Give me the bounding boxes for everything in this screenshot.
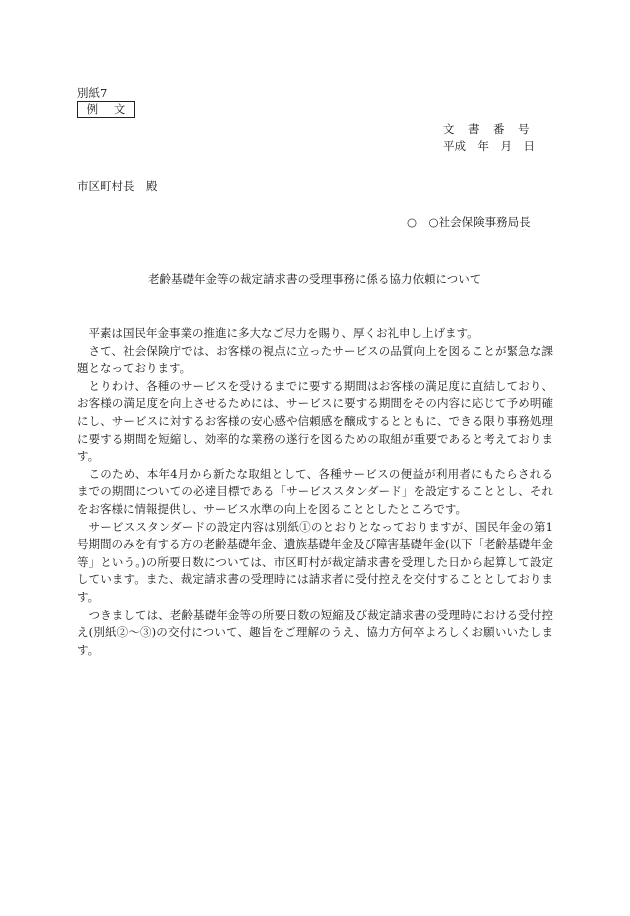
subject-title: 老齢基礎年金等の裁定請求書の受理事務に係る協力依頼について xyxy=(148,272,482,286)
document-number-label: 文書番号 xyxy=(443,122,543,136)
attachment-label: 別紙7 xyxy=(77,86,108,100)
document-date-label: 平成 年 月 日 xyxy=(443,139,535,153)
paragraph-settings: サービススタンダードの設定内容は別紙①のとおりとなっておりますが、国民年金の第1号期間のみを有する方の老齢基礎年金、遺族基礎年金及び障害基礎年金(以下「老齢基礎年金等」という。)の所要日数については、市区町村が裁定請求書を受理した日から起算して設定しています。また、裁定請求書の受理時には請求者に受付控えを交付することとしております。 xyxy=(77,519,553,604)
paragraph-service-standard: このため、本年4月から新たな取組として、各種サービスの便益が利用者にもたらされるまでの期間についての必達目標である「サービススタンダード」を設定することとし、それをお客様に情報提供し、サービス水準の向上を図ることとしたところです。 xyxy=(77,466,553,516)
letter-body xyxy=(77,325,553,659)
addressee: 市区町村長 殿 xyxy=(77,179,158,193)
paragraph-request: つきましては、老齢基礎年金等の所要日数の短縮及び裁定請求書の受理時における受付控え(別紙②～③)の交付について、趣旨をご理解のうえ、協力方何卒よろしくお願いいたします。 xyxy=(77,607,553,657)
sender: ○ ○社会保険事務局長 xyxy=(407,215,531,229)
paragraph-greeting: 平素は国民年金事業の推進に多大なご尽力を賜り、厚くお礼申し上げます。 xyxy=(88,326,479,340)
paragraph-background: さて、社会保険庁では、お客様の視点に立ったサービスの品質向上を図ることが緊急な課題となっております。 xyxy=(77,343,553,376)
example-label-box: 例 文 xyxy=(77,101,135,118)
paragraph-service-period: とりわけ、各種のサービスを受けるまでに要する期間はお客様の満足度に直結しており、お客様の満足度を向上させるためには、サービスに要する期間をその内容に応じて予め明確にし、サービスに対するお客様の安心感や信頼感を醸成するとともに、できる限り事務処理に要する期間を短縮し、効率的な業務の遂行を図るための取組が重要であると考えております。 xyxy=(77,378,553,464)
